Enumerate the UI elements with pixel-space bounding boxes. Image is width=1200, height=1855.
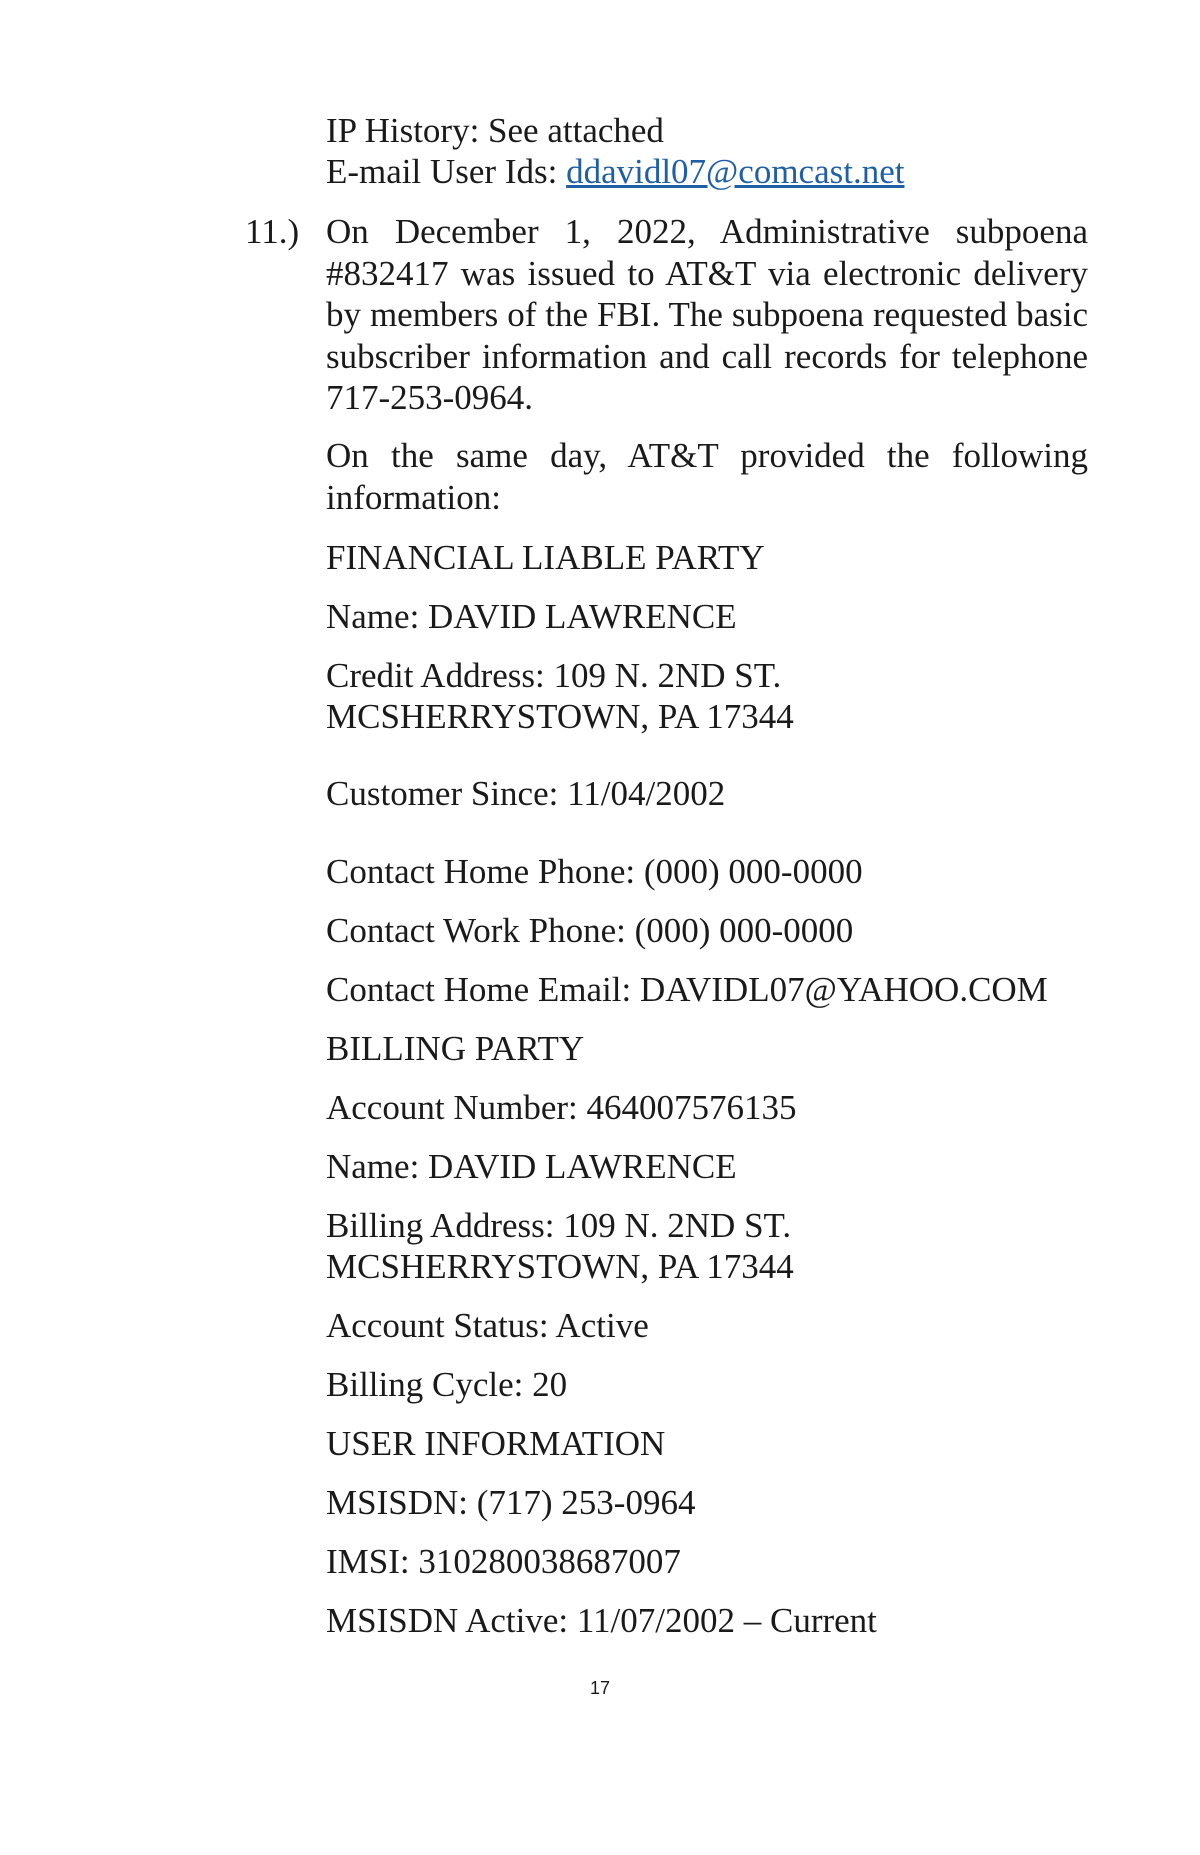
credit-address-line2: MCSHERRYSTOWN, PA 17344 <box>326 697 794 736</box>
msisdn-active: MSISDN Active: 11/07/2002 – Current <box>326 1601 877 1640</box>
work-phone: Contact Work Phone: (000) 000-0000 <box>326 911 854 950</box>
billing-heading: BILLING PARTY <box>326 1029 585 1068</box>
billing-address-line2: MCSHERRYSTOWN, PA 17344 <box>326 1247 794 1286</box>
subpoena-paragraph: On December 1, 2022, Administrative subpoena #832417 was issued to AT&T via electronic delivery by members of the FBI. The subpoena requested basic subscriber information and call records for telephone 717-253-0964. <box>326 212 1088 417</box>
financial-name: Name: DAVID LAWRENCE <box>326 597 737 636</box>
account-number: Account Number: 464007576135 <box>326 1088 797 1127</box>
home-email: Contact Home Email: DAVIDL07@YAHOO.COM <box>326 970 1048 1009</box>
billing-address-line1: Billing Address: 109 N. 2ND ST. <box>326 1206 792 1245</box>
email-user-ids <box>326 151 904 192</box>
page-number: 17 <box>589 1678 611 1698</box>
user-info-heading: USER INFORMATION <box>326 1424 666 1463</box>
home-phone: Contact Home Phone: (000) 000-0000 <box>326 852 863 891</box>
account-status: Account Status: Active <box>326 1306 649 1345</box>
credit-address-line1: Credit Address: 109 N. 2ND ST. <box>326 656 782 695</box>
customer-since: Customer Since: 11/04/2002 <box>326 774 726 813</box>
financial-heading: FINANCIAL LIABLE PARTY <box>326 538 765 577</box>
msisdn: MSISDN: (717) 253-0964 <box>326 1483 696 1522</box>
email-link[interactable]: ddavidl07@comcast.net <box>566 152 905 191</box>
item-number: 11.) <box>245 212 300 251</box>
ip-history: IP History: See attached <box>326 111 664 150</box>
email-user-ids-label: E-mail User Ids: <box>326 152 567 191</box>
billing-cycle: Billing Cycle: 20 <box>326 1365 568 1404</box>
imsi: IMSI: 310280038687007 <box>326 1542 681 1581</box>
provided-intro: On the same day, AT&T provided the following information: <box>326 436 1088 517</box>
billing-name: Name: DAVID LAWRENCE <box>326 1147 737 1186</box>
